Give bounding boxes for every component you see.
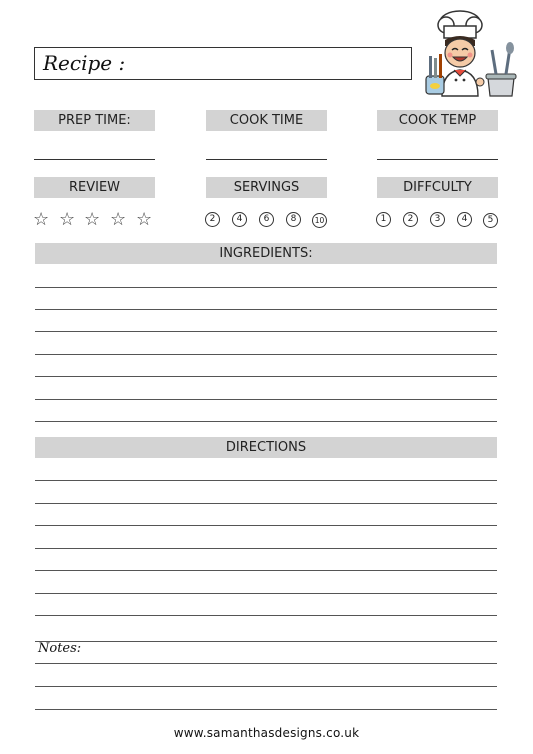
difficulty-option-3[interactable]: 3 (430, 212, 445, 227)
prep-time-field[interactable] (34, 159, 155, 160)
ingredient-line[interactable] (35, 421, 497, 422)
notes-label: Notes: (38, 641, 82, 656)
ingredient-line[interactable] (35, 309, 497, 310)
direction-line[interactable] (35, 503, 497, 504)
review-star-4[interactable]: ☆ (110, 209, 127, 230)
footer-website: www.samanthasdesigns.co.uk (173, 726, 360, 740)
chef-cooking-icon (418, 8, 522, 100)
recipe-name-field[interactable] (34, 47, 412, 80)
direction-line[interactable] (35, 615, 497, 616)
direction-line[interactable] (35, 593, 497, 594)
direction-line[interactable] (35, 641, 497, 642)
direction-line[interactable] (35, 525, 497, 526)
difficulty-header: DIFFCULTY (377, 177, 498, 198)
review-star-1[interactable]: ☆ (33, 209, 50, 230)
difficulty-option-2[interactable]: 2 (403, 212, 418, 227)
servings-options (205, 212, 330, 228)
servings-option-10[interactable]: 10 (312, 213, 327, 228)
notes-line[interactable] (35, 686, 497, 687)
review-star-3[interactable]: ☆ (84, 209, 101, 230)
direction-line[interactable] (35, 480, 497, 481)
difficulty-option-5[interactable]: 5 (483, 213, 498, 228)
ingredient-line[interactable] (35, 399, 497, 400)
direction-line[interactable] (35, 570, 497, 571)
cook-temp-field[interactable] (377, 159, 498, 160)
review-star-5[interactable]: ☆ (136, 209, 153, 230)
prep-time-header: PREP TIME: (34, 110, 155, 131)
directions-header: DIRECTIONS (35, 437, 497, 458)
ingredient-line[interactable] (35, 287, 497, 288)
difficulty-options (376, 212, 501, 228)
ingredient-line[interactable] (35, 331, 497, 332)
review-header: REVIEW (34, 177, 155, 198)
difficulty-option-1[interactable]: 1 (376, 212, 391, 227)
ingredient-line[interactable] (35, 376, 497, 377)
servings-header: SERVINGS (206, 177, 327, 198)
servings-option-2[interactable]: 2 (205, 212, 220, 227)
recipe-label: Recipe : (43, 51, 126, 75)
cook-time-field[interactable] (206, 159, 327, 160)
servings-option-8[interactable]: 8 (286, 212, 301, 227)
cook-time-header: COOK TIME (206, 110, 327, 131)
ingredient-line[interactable] (35, 354, 497, 355)
notes-line[interactable] (35, 663, 497, 664)
direction-line[interactable] (35, 548, 497, 549)
ingredients-header: INGREDIENTS: (35, 243, 497, 264)
cook-temp-header: COOK TEMP (377, 110, 498, 131)
notes-line[interactable] (35, 709, 497, 710)
difficulty-option-4[interactable]: 4 (457, 212, 472, 227)
servings-option-4[interactable]: 4 (232, 212, 247, 227)
review-star-2[interactable]: ☆ (59, 209, 76, 230)
servings-option-6[interactable]: 6 (259, 212, 274, 227)
